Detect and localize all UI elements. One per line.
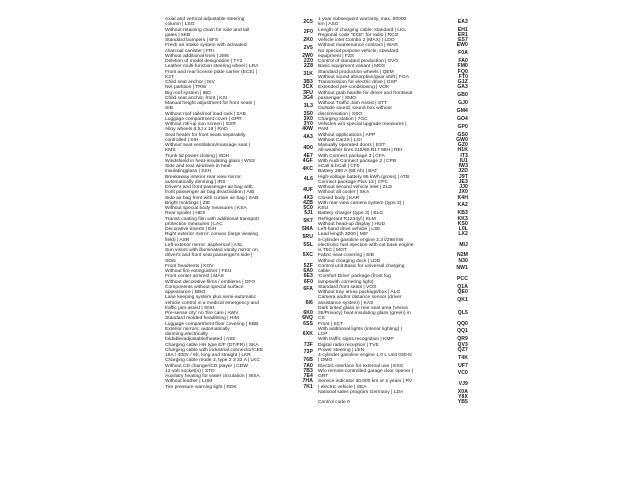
equipment-code: 2K0 bbox=[303, 37, 313, 43]
equipment-description: Side and rear windows in heat- insulatingglass | SSH bbox=[165, 164, 233, 175]
equipment-code: GA3 bbox=[457, 84, 468, 91]
equipment-description: Digital radio reception | TVE bbox=[318, 342, 379, 348]
equipment-description: Without all cooler | SKA bbox=[318, 190, 370, 196]
equipment-row bbox=[165, 28, 313, 39]
equipment-description: 5-cylinder gasoline engine 2.3 l/298 kW electronic fuel injection with cat base engine is T5C | MOT bbox=[318, 237, 414, 253]
equipment-code: FQ0 bbox=[457, 68, 468, 75]
equipment-row bbox=[165, 327, 313, 343]
equipment-description: Charging cable with industrial connector/CEE 16A / 400V / 6h, long and straight | LKR bbox=[165, 347, 264, 358]
equipment-code: 4KC bbox=[302, 165, 313, 172]
equipment-row bbox=[165, 164, 313, 175]
equipment-description: Fresh air intake system with activated charcoal canister | FRI bbox=[165, 43, 247, 54]
equipment-row bbox=[318, 295, 468, 306]
equipment-description: Big roof system | IBD bbox=[165, 90, 211, 96]
equipment-code: 3X0 bbox=[303, 115, 313, 122]
equipment-code: N2M bbox=[456, 252, 468, 259]
equipment-description: Without roll-up sun screen | SSR bbox=[165, 122, 236, 127]
equipment-code: 6NQ bbox=[302, 315, 313, 322]
equipment-code: 6K0 bbox=[303, 310, 313, 316]
equipment-code: KS0 bbox=[457, 220, 468, 227]
equipment-code: 4D0 bbox=[303, 144, 313, 151]
equipment-code: QK1 bbox=[457, 296, 468, 303]
equipment-description: Without decorative films / emblems | DFO bbox=[165, 279, 256, 285]
equipment-description: Alloy wheels 8.5J x 19 | RAD bbox=[165, 127, 228, 133]
equipment-description: 'Comfort Drive' package (front fog lampswith cornering light) bbox=[318, 274, 391, 285]
equipment-description: Trunk lid power closing | SDH bbox=[165, 153, 230, 159]
equipment-row bbox=[318, 17, 468, 28]
equipment-code: JE3 bbox=[458, 178, 468, 185]
equipment-code: 5MA bbox=[301, 226, 313, 232]
equipment-code: ER1 bbox=[457, 31, 468, 38]
equipment-code: 7A0 bbox=[303, 362, 313, 369]
equipment-list-left bbox=[165, 17, 313, 390]
equipment-row bbox=[165, 232, 313, 243]
equipment-code: 5K7 bbox=[303, 218, 313, 225]
equipment-row bbox=[318, 49, 468, 60]
equipment-description: Bright moldings | ZIE bbox=[165, 200, 211, 206]
equipment-description: Standard front seats | VOS bbox=[318, 284, 377, 290]
equipment-code: GM4 bbox=[456, 107, 468, 114]
equipment-description: Control code 0 bbox=[318, 400, 350, 406]
equipment-code: 3CX bbox=[302, 84, 313, 91]
equipment-description: 1 year subsequent warranty, max. 50000 km | ASG bbox=[318, 17, 407, 28]
equipment-code: 3S0 bbox=[303, 110, 313, 117]
equipment-code: K4H bbox=[457, 194, 468, 201]
equipment-description: No special purpose vehicle, standard equipment | FZS bbox=[318, 48, 399, 59]
equipment-code: LX2 bbox=[458, 231, 468, 238]
equipment-row bbox=[165, 101, 313, 112]
equipment-row bbox=[318, 306, 468, 322]
equipment-row bbox=[318, 400, 468, 405]
equipment-row bbox=[165, 17, 313, 28]
equipment-description: Charging cable HH type E/F (DT/FR) | SKA bbox=[165, 342, 259, 348]
equipment-code: QQ0 bbox=[456, 320, 468, 327]
equipment-code: EH1 bbox=[457, 26, 468, 33]
equipment-code: KB3 bbox=[457, 210, 468, 217]
equipment-description: Pre-sense city' no 'fire care | AWV bbox=[165, 311, 239, 316]
equipment-description: Left-hand drive vehicle | LSE bbox=[318, 227, 381, 232]
equipment-code: 2V5 bbox=[303, 44, 313, 51]
equipment-code: QZ7 bbox=[457, 346, 468, 353]
equipment-code: VC0 bbox=[457, 370, 468, 377]
equipment-row bbox=[165, 248, 313, 264]
equipment-description: National sales program Germany | LDA bbox=[318, 389, 404, 395]
equipment-code: 6F0 bbox=[303, 278, 313, 285]
equipment-list-right bbox=[318, 17, 468, 406]
equipment-description: Deletion of model designation | TY2 bbox=[165, 59, 243, 64]
equipment-code: EW0 bbox=[456, 42, 468, 49]
equipment-description: Without fire extinguisher | FEU bbox=[165, 269, 232, 274]
equipment-code: 7K1 bbox=[303, 383, 313, 390]
equipment-code: 6I6 bbox=[305, 299, 313, 306]
equipment-description: Regional code "ECE" for radio | RCO bbox=[318, 32, 399, 38]
equipment-description: Standard production wheels | QEM bbox=[318, 69, 394, 75]
equipment-description: Without CD changer/CD player | CDW bbox=[165, 363, 248, 369]
equipment-row bbox=[318, 106, 468, 117]
equipment-description: Sun visors with illuminated vanity mirror on driver's and front seat passenger's side | SON bbox=[165, 248, 258, 264]
equipment-code: L0L bbox=[458, 226, 468, 232]
equipment-description: Without Car2X | LGI bbox=[318, 137, 362, 143]
equipment-description: Control of standard production | SVO bbox=[318, 59, 399, 64]
equipment-description: Fabric seat covering | SIB bbox=[318, 253, 374, 259]
equipment-code: H1K bbox=[457, 147, 468, 154]
equipment-code: FA0 bbox=[458, 58, 468, 64]
equipment-description: Front | SCT bbox=[318, 321, 344, 327]
equipment-description: Without sound absorption/gear shift | FGA bbox=[318, 74, 409, 80]
equipment-code: 4ZB bbox=[303, 199, 313, 206]
equipment-description: Luggage compartment floor covering | KBB bbox=[165, 321, 259, 327]
equipment-description: Decorative inserts | EIH bbox=[165, 227, 217, 232]
equipment-description: With traffic signs recognition | KMP bbox=[318, 337, 394, 343]
equipment-code: 4UF bbox=[303, 186, 313, 193]
equipment-row bbox=[165, 70, 313, 81]
equipment-description: Without Traffic Jam Assist | STT bbox=[318, 101, 388, 106]
equipment-description: Without second vehicle inlet | ZLD bbox=[318, 185, 392, 190]
equipment-code: QR9 bbox=[457, 336, 468, 343]
equipment-description: Without leather | LUM bbox=[165, 379, 213, 385]
equipment-description: Leather multi-function steering wheel | LRA bbox=[165, 64, 259, 70]
equipment-description: Vehicles w/o special upgrade measures | PAM bbox=[318, 122, 407, 133]
equipment-row bbox=[318, 369, 468, 380]
equipment-description: Control unit Basic for universal charging cable bbox=[318, 263, 405, 274]
equipment-description: Windshield in heat-insulating glass | WSS bbox=[165, 158, 256, 164]
equipment-code: IU1 bbox=[459, 157, 468, 164]
equipment-description: Seat heater for front seats separately controlled | SIH bbox=[165, 132, 246, 143]
equipment-row bbox=[318, 201, 468, 212]
equipment-code: 3Y0 bbox=[303, 121, 313, 127]
equipment-description: Standard molded headlining | HIM bbox=[165, 316, 239, 322]
equipment-code: ES7 bbox=[458, 37, 468, 43]
equipment-description: Breakaway interior rear view mirror, automatically dimming | IRS bbox=[165, 174, 242, 185]
equipment-code: GW0 bbox=[456, 136, 468, 143]
equipment-description: Front and rear license plate carrier (ECE) | K2T bbox=[165, 69, 258, 80]
equipment-code: Q1A bbox=[457, 283, 468, 290]
equipment-description: Without retaining chain for side and tail gates | 5KB bbox=[165, 27, 250, 38]
equipment-code: NW1 bbox=[456, 265, 468, 272]
equipment-code: QQ1 bbox=[456, 328, 468, 335]
equipment-description: Outside sound, sound box without discrimination | SSO bbox=[318, 106, 392, 117]
equipment-description: Dark tinted glass in rear seat area (Venus 35/Privacy) heat-insulating glass (green) in CS bbox=[318, 305, 411, 322]
equipment-code: VJ9 bbox=[458, 380, 468, 387]
equipment-code: UF7 bbox=[458, 362, 468, 369]
equipment-code: F0A bbox=[458, 50, 468, 57]
equipment-description: Electric interface for external use | ESS bbox=[318, 363, 403, 369]
equipment-description: All-weather tires 215/60 R17 96H | REI bbox=[318, 148, 403, 154]
equipment-code: J9T bbox=[458, 173, 468, 180]
equipment-code: EA3 bbox=[457, 18, 468, 25]
equipment-code: GO4 bbox=[456, 115, 468, 122]
equipment-code: 7E4 bbox=[303, 373, 313, 379]
equipment-code: YB5 bbox=[457, 399, 468, 406]
equipment-description: With additional lights (interior lighting) | LCP bbox=[318, 326, 402, 337]
equipment-code: JJ0 bbox=[459, 184, 468, 190]
equipment-code: G1Z bbox=[457, 79, 468, 85]
equipment-code: 3G4 bbox=[303, 94, 313, 101]
equipment-code: 5ZF bbox=[303, 262, 313, 269]
equipment-description: Without special body measures | KSA bbox=[165, 206, 247, 211]
equipment-code: 7B3 bbox=[303, 367, 313, 374]
equipment-description: Charging cable mode 3, type 2 3 32 A | LKC bbox=[165, 358, 261, 364]
equipment-code: 3FU bbox=[303, 89, 313, 96]
equipment-description: High-voltage battery 95 kWh (gross) | ATB bbox=[318, 174, 410, 180]
equipment-code: 3L3 bbox=[303, 102, 313, 109]
equipment-description: With Connect package 3 | CFA bbox=[318, 153, 385, 159]
equipment-code: 2F0 bbox=[303, 29, 313, 36]
equipment-code: FT0 bbox=[458, 73, 468, 80]
equipment-code: KA2 bbox=[457, 202, 468, 209]
equipment-code: 31K bbox=[303, 71, 313, 78]
equipment-row bbox=[165, 217, 313, 228]
equipment-description: Service indicator 30,000 km or 2 years | RV | electric vehicle | SEA bbox=[318, 379, 413, 390]
equipment-description: Components without special surface appearance | BBO bbox=[165, 284, 244, 295]
equipment-description: Battery 380 A (68 Ah) | BAT bbox=[318, 169, 378, 175]
equipment-code: 6A0 bbox=[303, 268, 313, 274]
equipment-description: Left exterior mirror: aspherical | ASL bbox=[165, 242, 243, 248]
equipment-code: 76B bbox=[303, 357, 313, 364]
equipment-code: N30 bbox=[458, 257, 468, 264]
equipment-description: Lead length 3000 | MIF bbox=[318, 232, 369, 238]
equipment-code: QL5 bbox=[457, 310, 468, 316]
equipment-row bbox=[165, 175, 313, 186]
equipment-description: eCall & bCall | CF0 bbox=[318, 164, 360, 169]
equipment-description: Camera and/or distance sensor (driver assistance system) | KAS bbox=[318, 295, 402, 306]
equipment-row bbox=[165, 133, 313, 144]
equipment-description: Battery charger (type 3) | BLG bbox=[318, 211, 384, 217]
equipment-description: With Audi Connect package 2 | CPB bbox=[318, 158, 397, 164]
equipment-code: 5SL bbox=[303, 241, 313, 248]
equipment-code: 73F bbox=[303, 341, 313, 348]
equipment-description: Transit coating film with additional transport protection measures | LAC bbox=[165, 216, 259, 227]
equipment-code: 2C5 bbox=[303, 18, 313, 25]
equipment-description: Standard bumpers | 5FS bbox=[165, 38, 219, 43]
equipment-code: 5C0 bbox=[303, 205, 313, 211]
equipment-code: 4X3 bbox=[303, 194, 313, 201]
equipment-code: GP0 bbox=[457, 123, 468, 130]
equipment-code: 73P bbox=[303, 349, 313, 356]
equipment-description: Front center armrest | MAS bbox=[165, 274, 224, 280]
equipment-description: Manually operated doors | EST bbox=[318, 143, 386, 148]
equipment-code: 4E7 bbox=[303, 152, 313, 159]
equipment-row bbox=[318, 122, 468, 133]
equipment-row bbox=[165, 185, 313, 196]
equipment-code: 2W0 bbox=[302, 52, 313, 59]
equipment-description: 12-volt socket(s) | STD bbox=[165, 368, 215, 374]
equipment-description: With rear view camera system (type 2) | KSU bbox=[318, 200, 405, 211]
equipment-description: Without charging dock | LDD bbox=[318, 258, 381, 264]
equipment-code: 6XK bbox=[302, 331, 313, 337]
equipment-row bbox=[318, 327, 468, 338]
equipment-description: W/o remote-controlled garage door opener | GRT bbox=[318, 368, 414, 379]
equipment-description: Connect package Plus 13 | CPC bbox=[318, 179, 389, 185]
equipment-code: 6E3 bbox=[303, 273, 313, 280]
equipment-code: J2D bbox=[458, 168, 468, 175]
equipment-description: Luggage compartment cover | GPR bbox=[165, 116, 242, 122]
equipment-row bbox=[318, 274, 468, 285]
equipment-code: 4L6 bbox=[303, 176, 313, 183]
equipment-code: 40W bbox=[302, 126, 313, 133]
equipment-code: PCC bbox=[456, 275, 468, 282]
equipment-description: Right exterior mirror: convex (large viewing field) | ASR bbox=[165, 232, 258, 243]
equipment-code: 6SS bbox=[303, 320, 313, 327]
equipment-description: 4-cylinder gasoline engine 1.0 L Unit 030-N | OMO bbox=[318, 353, 412, 364]
equipment-code: JX0 bbox=[458, 189, 468, 196]
equipment-code: 2Z8 bbox=[303, 63, 313, 70]
equipment-description: Child seat anchor | IKV bbox=[165, 80, 215, 85]
equipment-code: Y8X bbox=[458, 394, 468, 400]
equipment-row bbox=[318, 353, 468, 364]
equipment-code: KK3 bbox=[457, 215, 468, 222]
equipment-description: Tire pressure warning light | RDK bbox=[165, 384, 237, 390]
equipment-row bbox=[318, 238, 468, 254]
equipment-row bbox=[318, 91, 468, 102]
equipment-description: Length of charging cable: standard | LKL bbox=[318, 27, 407, 33]
equipment-row bbox=[165, 143, 313, 154]
equipment-code: QE0 bbox=[457, 289, 468, 295]
equipment-row bbox=[165, 385, 313, 390]
equipment-code: X0A bbox=[457, 388, 468, 395]
equipment-code: MIJ bbox=[459, 241, 468, 248]
equipment-row bbox=[165, 348, 313, 359]
equipment-code: GJ0 bbox=[458, 100, 468, 106]
equipment-description: Basic equipment variant | MDS bbox=[318, 64, 386, 70]
equipment-code: GB0 bbox=[457, 92, 468, 99]
equipment-description: Charging station | 7GC bbox=[318, 116, 368, 122]
equipment-code: T4K bbox=[458, 354, 468, 361]
equipment-row bbox=[165, 295, 313, 311]
equipment-description: Side air bag front with curtain air bag | SAB bbox=[165, 195, 259, 201]
equipment-code: 4GF bbox=[302, 157, 313, 164]
equipment-description: Power steering | LEN bbox=[318, 347, 365, 353]
equipment-description: Child seat anchor, front | KSI bbox=[165, 95, 228, 101]
equipment-description: Without maintenance contract | WAR bbox=[318, 43, 398, 49]
equipment-code: 5RU bbox=[302, 233, 313, 240]
equipment-code: 5XC bbox=[302, 252, 313, 259]
equipment-description: Auxiliary heating for water circulation | WSA bbox=[165, 374, 260, 379]
equipment-description: Lane keeping system plus semi-automatic vehicle control in a medical emergency and traffic jam assist | SNH bbox=[165, 295, 259, 311]
equipment-code: 6FA bbox=[303, 286, 313, 293]
equipment-description: Without tray areas package/box | ALG bbox=[318, 290, 401, 295]
equipment-code: GS0 bbox=[457, 131, 468, 138]
equipment-code: IW3 bbox=[458, 163, 468, 169]
equipment-description: Driver's and front passenger air bag with front passenger air bag deactivation | AIB bbox=[165, 185, 255, 196]
equipment-description: Front headrests | KOV bbox=[165, 263, 214, 269]
equipment-description: Without roof rails/roof load rack | 0AB bbox=[165, 111, 246, 117]
equipment-code: GZ0 bbox=[457, 142, 468, 148]
equipment-row bbox=[318, 379, 468, 390]
equipment-description: Closed body | KAR bbox=[318, 195, 360, 201]
equipment-description: Refrigerant R1234yf | KLM bbox=[318, 216, 376, 222]
equipment-code: 4A3 bbox=[303, 134, 313, 141]
equipment-code: 2Z0 bbox=[303, 58, 313, 64]
equipment-description: Manual height adjustment for front seats | SIB bbox=[165, 101, 255, 112]
equipment-description: Axial and vertical adjustable steering column | LSG bbox=[165, 17, 245, 28]
equipment-description: Net partition | TRW bbox=[165, 85, 207, 91]
equipment-code: FM0 bbox=[457, 63, 468, 70]
equipment-description: Vehicle inlet Combo 2 (MAX) | LDO bbox=[318, 38, 395, 43]
equipment-row bbox=[318, 264, 468, 275]
equipment-description: Without head-up display | HUD bbox=[318, 221, 386, 227]
equipment-code: 7HA bbox=[302, 378, 313, 385]
equipment-description: Without applications | APP bbox=[318, 132, 376, 138]
equipment-code: IT3 bbox=[460, 152, 468, 159]
equipment-description: Without additional lines | 2M6 bbox=[165, 53, 229, 59]
equipment-row bbox=[165, 285, 313, 296]
equipment-code: 3B3 bbox=[303, 79, 313, 85]
equipment-description: Transmission for electric drive | GSP bbox=[318, 80, 398, 85]
equipment-description: Without grab handle for driver and frontseat passenger | SMO bbox=[318, 90, 413, 101]
equipment-description: Rear spoiler | HES bbox=[165, 211, 206, 217]
equipment-row bbox=[165, 43, 313, 54]
equipment-description: Without seat ventilation/massage seat | KMS bbox=[165, 143, 250, 154]
equipment-code: 5J1 bbox=[304, 210, 313, 217]
equipment-description: Extended pre-conditioning | VOK bbox=[318, 85, 390, 91]
equipment-code: QV3 bbox=[457, 341, 468, 348]
equipment-description: Exterior mirrors: automatically dimming,electrically foldable/adjustable/heated | ASE bbox=[165, 326, 236, 343]
